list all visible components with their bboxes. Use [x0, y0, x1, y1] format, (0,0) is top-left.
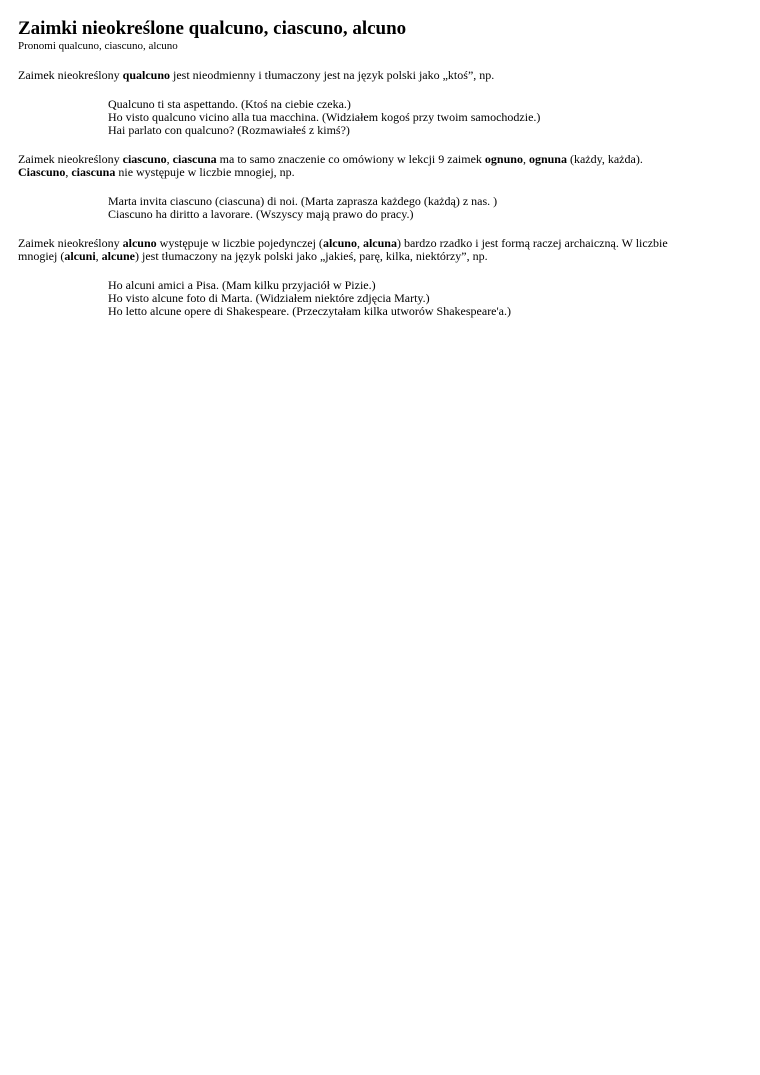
text-run: (każdy, każda).: [566, 152, 643, 166]
bold-term: alcuni: [64, 249, 96, 263]
text-run: ,: [356, 236, 363, 250]
bold-term: ciascuno: [122, 152, 167, 166]
text-run: jest nieodmienny i tłumaczony jest na język polski jako „ktoś”, np.: [170, 68, 495, 82]
section-2-paragraph: [18, 153, 678, 179]
section-3-examples: [108, 279, 678, 318]
text-run: Zaimek nieokreślony: [18, 68, 123, 82]
section-2-examples: [108, 195, 678, 221]
document-page: [18, 18, 678, 334]
example-sentence: Ho visto qualcuno vicino alla tua macchina. (Widziałem kogoś przy twoim samochodzie.): [108, 110, 541, 124]
text-run: ,: [522, 152, 529, 166]
bold-term: ognuna: [528, 152, 567, 166]
bold-term: alcuno: [322, 236, 357, 250]
bold-term: alcuno: [122, 236, 157, 250]
example-sentence: Ho visto alcune foto di Marta. (Widziałem niektóre zdjęcia Marty.): [108, 291, 430, 305]
text-run: ) jest tłumaczony na język polski jako „jakieś, parę, kilka, niektórzy”, np.: [135, 249, 488, 263]
example-sentence: Ciascuno ha diritto a lavorare. (Wszyscy mają prawo do pracy.): [108, 207, 414, 221]
example-sentence: Qualcuno ti sta aspettando. (Ktoś na ciebie czeka.): [108, 97, 351, 111]
example-sentence: Hai parlato con qualcuno? (Rozmawiałeś z kimś?): [108, 123, 350, 137]
example-sentence: Marta invita ciascuno (ciascuna) di noi. (Marta zaprasza każdego (każdą) z nas. ): [108, 194, 498, 208]
section-3-paragraph: [18, 237, 678, 263]
bold-term: Ciascuno: [18, 165, 66, 179]
bold-term: alcune: [101, 249, 136, 263]
example-sentence: Ho alcuni amici a Pisa. (Mam kilku przyjaciół w Pizie.): [108, 278, 376, 292]
bold-term: ciascuna: [172, 152, 217, 166]
section-1-paragraph: [18, 69, 678, 82]
example-sentence: Ho letto alcune opere di Shakespeare. (Przeczytałam kilka utworów Shakespeare'a.): [108, 304, 511, 318]
text-run: nie występuje w liczbie mnogiej, np.: [115, 165, 295, 179]
text-run: ) bardzo rzadko i jest formą raczej archaiczną. W liczbie mnogiej (: [18, 236, 668, 263]
bold-term: qualcuno: [122, 68, 170, 82]
text-run: ,: [95, 249, 102, 263]
bold-term: alcuna: [362, 236, 397, 250]
text-run: ,: [166, 152, 173, 166]
text-run: ,: [65, 165, 72, 179]
bold-term: ciascuna: [71, 165, 116, 179]
page-title: Zaimki nieokreślone qualcuno, ciascuno, alcuno: [18, 18, 407, 39]
page-subtitle: Pronomi qualcuno, ciascuno, alcuno: [18, 40, 178, 52]
text-run: Zaimek nieokreślony: [18, 152, 123, 166]
text-run: Zaimek nieokreślony: [18, 236, 123, 250]
text-run: ma to samo znaczenie co omówiony w lekcji 9 zaimek: [216, 152, 485, 166]
bold-term: ognuno: [484, 152, 523, 166]
section-1-examples: [108, 98, 678, 137]
text-run: występuje w liczbie pojedynczej (: [156, 236, 323, 250]
